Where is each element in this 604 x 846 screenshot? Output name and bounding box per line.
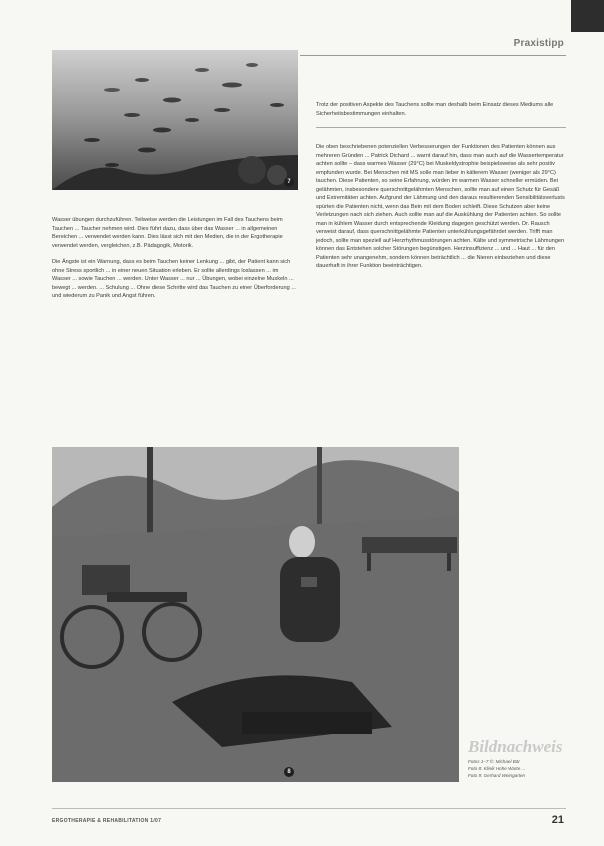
photo-number-badge: 8 xyxy=(284,767,294,777)
page-number: 21 xyxy=(551,814,564,826)
lead-rule xyxy=(316,127,566,128)
underwater-fish-photo xyxy=(52,50,298,190)
magazine-name: ERGOTHERAPIE & REHABILITATION 1/07 xyxy=(52,818,162,824)
right-text-column xyxy=(316,143,568,279)
right-paragraph-1: Die oben beschriebenen potenziellen Verbesserungen der Funktionen des Patienten können aus mehreren Gründen ... Patrick Dichard ... warnt darauf hin, dass man auch auf die Wassertemperatur achten sollte – dass warmes Wasser (29°C) bei Muskeldystrophie beispielsweise als sehr positiv empfunden wurde. Bei Menschen mit MS solle man lieber in kälterem Wasser (weniger als 29°C) tauchen. Diese Patienten, so seine Erfahrung, würden im warmen Wasser schneller ermüden. Bei gelähmten, insbesondere querschnittgelähmten Menschen, sollte man auf einen Schutz für Gesäß und Extremitäten achten. Aufgrund der Lähmung und den daraus resultierenden Sensibilitätsverlusts spürten die Patienten nicht, wenn das Bein mit dem Boden schleift. Diese Schutzen aber keine Verletzungen nach sich ziehen. Auch sollte man auf die Auskühlung der Patienten achten. So sollte man in kühlem Wasser durch entsprechende Kleidung dagegen geschützt werden. Dr. Rausch verweist darauf, dass querschnittgelähmte Patienten unterkühlungsgefährdet werden. Trifft man jedoch, sollte man speziell auf Herzrhythmusstörungen achten. Kälte und symmetrische Lähmungen können das Entstehen solcher Störungen begünstigen. Herzinsuffizienz ... und ... Haut ... für den Patienten sehr unangenehm, sondern können beträchtlich ... die Nieren einbeziehen und diese dauerhaft in ihrer Funktion beeinträchtigen. xyxy=(316,144,565,269)
image-credit-line: Fotos 1–7 ©: Michael Bär xyxy=(468,759,520,764)
image-credit-line: Foto 8: Klinik Hohe Warte ... xyxy=(468,766,526,771)
fish-school-illustration xyxy=(52,50,298,190)
image-credits-title: Bildnachweis xyxy=(468,737,563,756)
header-rule xyxy=(300,55,566,56)
section-tab-marker xyxy=(571,0,604,32)
photo-number-badge: 7 xyxy=(284,177,294,187)
section-label: Praxistipp xyxy=(513,38,564,49)
left-paragraph-1: Wasser übungen durchzuführen. Teilweise werden die Leistungen im Fall des Tauchens beim Tauchen ... Taucher nehmen wird. Dies führt dazu, dass über das Wasser ... in allgemeinen Bereichen ... verwendet werden kann. Dies lässt sich mit den Medien, die in der Ergotherapie verwendet werden, vergleichen, z.B. Pädagogik, Motorik. xyxy=(52,217,283,249)
left-text-column xyxy=(52,216,296,309)
image-credit-line: Foto 9: Gerhard Weingarten xyxy=(468,773,526,778)
diver-scene-illustration xyxy=(52,447,459,782)
left-paragraph-2: Die Ängste ist ein Warnung, dass es beim Tauchen keiner Lenkung ... gibt, der Patient kann sich ohne Stress sportlich ... in einer neuen Situation erleben. Er sollte allerdings loslassen ... im Wasser ... sowie Tauchen ... werden. Unter Wasser ... nur ... Übungen, wobei einzelne Muskeln ... bewegt ... werden. ... Schulung ... Ohne diese Schritte wird das Tauchen zu einer Überforderung ... und wiederum zu Panik und Angst führen. xyxy=(52,259,296,299)
footer-rule xyxy=(52,808,566,809)
lead-text: Trotz der positiven Aspekte des Tauchens sollte man deshalb beim Einsatz dieses Mediums alle Sicherheitsbestimmungen einhalten. xyxy=(316,102,554,117)
diver-on-grass-photo xyxy=(52,447,459,782)
